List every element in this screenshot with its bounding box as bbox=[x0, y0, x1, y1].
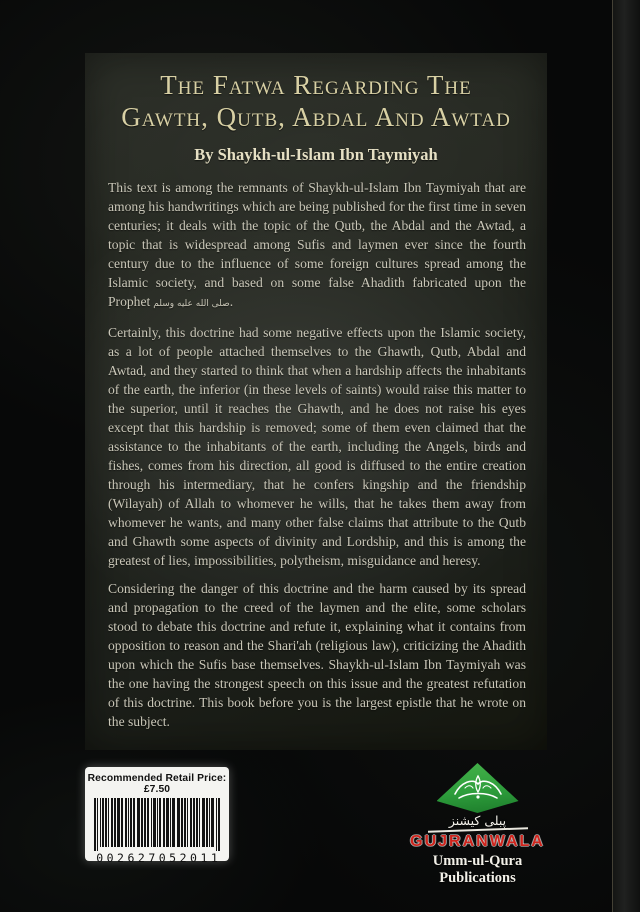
author-byline: By Shaykh-ul-Islam Ibn Taymiyah bbox=[194, 145, 438, 165]
price-label: Recommended Retail Price: £7.50 bbox=[87, 773, 227, 795]
pbuh-symbol: صلى الله عليه وسلم bbox=[153, 299, 230, 310]
paragraph-1-period: . bbox=[229, 294, 234, 310]
description-text bbox=[85, 178, 547, 731]
barcode-number: 002627052011 bbox=[96, 851, 222, 865]
publisher-name: Umm-ul-Qura Publications bbox=[432, 853, 523, 886]
paragraph-2: Certainly, this doctrine had some negative effects upon the Islamic society, as a lot of people attached themselves to the Ghawth, Qutb, Abdal and Awtad, and they started to think that when a hardship affects the inhabitants of the earth, the inferior (in these levels of saints) would raise this matter to the superior, until it reaches the Ghawth, and he does not raise his eyes except that this hardship is removed; some of them even claimed that the assistance to the inhabitants of the earth, including the Angels, birds and fishes, comes from his direction, all good is diffused to the entire creation through his intermediary, that he confers kingship and the friendship (Wilayah) of Allah to whomever he wills, that he takes them away from whomever he wants, and many other false claims that attribute to the Qutb and Ghawth some aspects of divinity and Lordship, and this is among the greatest of lies, impossibilities, polytheism, misguidance and heresy. bbox=[108, 325, 526, 569]
publisher-city: GUJRANWALA bbox=[410, 833, 545, 850]
barcode-sticker bbox=[85, 767, 229, 865]
book-title-line1: The Fatwa Regarding The bbox=[160, 70, 472, 100]
publisher-logo-icon bbox=[437, 763, 519, 813]
paragraph-3: Considering the danger of this doctrine and the harm caused by its spread and propagation to the creed of the laymen and the elite, some scholars stood to debate this doctrine and refute it, explaining what it contains from opposition to reason and the Shari'ah (religious law), criticizing the Ahadith upon which the Sufis base themselves. Shaykh-ul-Islam Ibn Taymiyah was the one having the strongest speech on this issue and the greatest refutation of this doctrine. This book before you is the largest epistle that he wrote on the subject. bbox=[108, 581, 526, 730]
publisher-logo-block bbox=[405, 763, 550, 887]
paragraph-1-text: This text is among the remnants of Shaykh-ul-Islam Ibn Taymiyah that are among his handwritings which are being published for the first time in seven centuries; it deals with the topic of the Qutb, the Abdal and the Awtad, a topic that is widespread among Sufis and laymen ever since the fourth century due to the influence of some foreign cultures spread among the Islamic society, and based on some false Ahadith fabricated upon the Prophet bbox=[108, 180, 526, 310]
publisher-urdu-script: پبلی کیشنز bbox=[448, 813, 507, 828]
page-edge-strip bbox=[612, 0, 640, 912]
book-title bbox=[93, 70, 539, 133]
book-title-line2: Gawth, Qutb, Abdal And Awtad bbox=[121, 101, 511, 132]
text-panel bbox=[85, 53, 547, 750]
paragraph-1 bbox=[108, 178, 526, 314]
barcode-bars bbox=[94, 798, 220, 850]
calligraphy-icon bbox=[447, 768, 509, 808]
swash-line bbox=[428, 827, 528, 832]
